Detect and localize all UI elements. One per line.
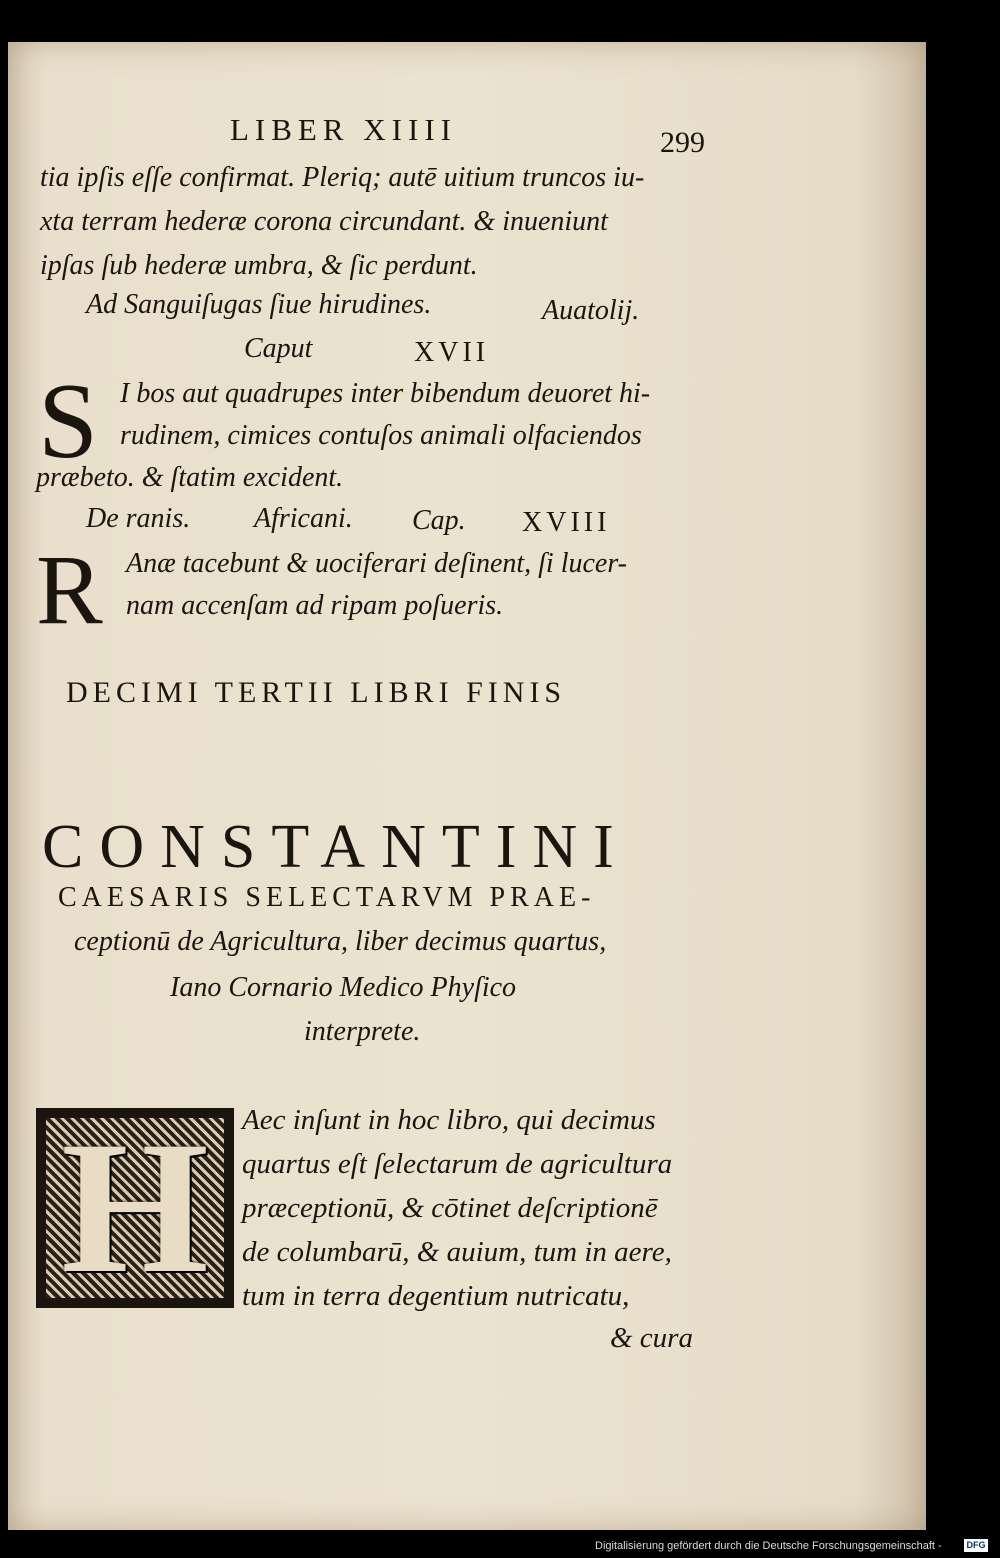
chapter-heading: Ad Sanguiſugas ſiue hirudines. xyxy=(86,289,432,320)
text-line: ipſas ſub hederæ umbra, & ſic perdunt. xyxy=(40,250,478,281)
subtitle-line: Iano Cornario Medico Phyſico xyxy=(170,972,517,1003)
text-line: I bos aut quadrupes inter bibendum deuoret hi- xyxy=(120,378,651,409)
text-line: xta terram hederæ corona circundant. & inueniunt xyxy=(40,206,608,237)
text-line: tia ipſis eſſe confirmat. Pleriq; autē uitium truncos iu- xyxy=(40,162,645,193)
text-line: præceptionū, & cōtinet deſcriptionē xyxy=(242,1192,658,1224)
text-line: nam accenſam ad ripam poſueris. xyxy=(126,590,504,621)
chapter-heading: De ranis. xyxy=(86,503,191,534)
cap-label: Cap. xyxy=(412,505,466,536)
catchword: & cura xyxy=(610,1322,693,1354)
text-line: Anæ tacebunt & uociferari deſinent, ſi lucer- xyxy=(126,548,628,579)
initial-letter: S xyxy=(38,362,99,481)
initial-letter: R xyxy=(36,534,103,645)
digitization-credit: Digitalisierung gefördert durch die Deutsche Forschungsgemeinschaft - xyxy=(595,1540,942,1552)
chapter-author: Africani. xyxy=(254,503,353,534)
text-line: rudinem, cimices contuſos animali olfaciendos xyxy=(120,420,642,451)
book-end-note: DECIMI TERTII LIBRI FINIS xyxy=(66,676,567,709)
caput-label: Caput xyxy=(244,333,313,364)
subtitle-line: CAESARIS SELECTARVM PRAE- xyxy=(58,882,596,913)
initial-letter: H xyxy=(61,1103,209,1313)
caput-number: XVII xyxy=(414,337,490,368)
cap-number: XVIII xyxy=(522,507,611,538)
subtitle-line: ceptionū de Agricultura, liber decimus quartus, xyxy=(74,926,607,957)
text-line: tum in terra degentium nutricatu, xyxy=(242,1280,630,1312)
book-title: CONSTANTINI xyxy=(42,813,630,881)
chapter-author: Auatolij. xyxy=(542,295,640,326)
page-number: 299 xyxy=(660,126,705,159)
dfg-logo: DFG xyxy=(964,1539,988,1552)
text-line: de columbarū, & auium, tum in aere, xyxy=(242,1236,672,1268)
ornamented-initial xyxy=(36,1103,234,1313)
text-line: Aec inſunt in hoc libro, qui decimus xyxy=(242,1104,656,1136)
text-line: quartus eſt ſelectarum de agricultura xyxy=(242,1148,673,1180)
subtitle-line: interprete. xyxy=(304,1016,421,1047)
running-title: LIBER XIIII xyxy=(230,112,457,147)
text-line: præbeto. & ſtatim excident. xyxy=(36,462,344,493)
